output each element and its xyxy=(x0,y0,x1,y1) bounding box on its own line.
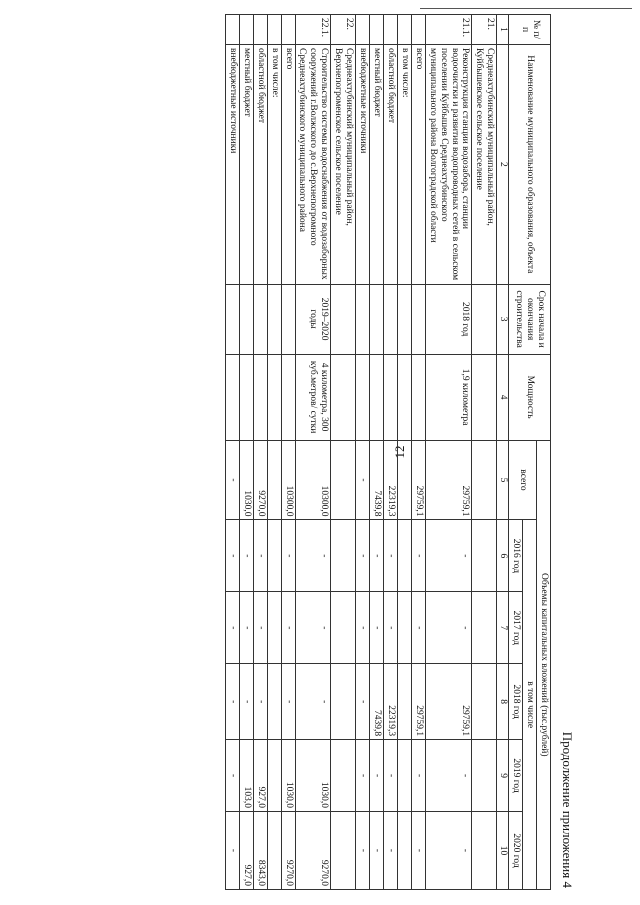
row-capacity xyxy=(411,354,425,440)
row-value: 22319,3 xyxy=(384,664,398,740)
row-period xyxy=(253,284,267,354)
row-name: областной бюджет xyxy=(384,44,398,284)
row-value: - xyxy=(295,664,331,740)
row-value: - xyxy=(411,740,425,812)
row-capacity xyxy=(370,354,384,440)
header-capacity: Мощность xyxy=(509,354,551,440)
rotated-page-content xyxy=(15,14,575,894)
row-period xyxy=(472,284,497,354)
row-capacity xyxy=(472,354,497,440)
column-index: 1 xyxy=(497,15,509,45)
row-value: - xyxy=(225,592,239,664)
row-name: в том числе: xyxy=(397,44,411,284)
row-value: 10300,0 xyxy=(281,440,295,520)
row-value: - xyxy=(281,520,295,592)
row-period xyxy=(225,284,239,354)
row-value: 1030,0 xyxy=(239,440,253,520)
row-value xyxy=(472,740,497,812)
row-value: - xyxy=(370,812,384,890)
row-period xyxy=(267,284,281,354)
row-value: - xyxy=(281,592,295,664)
row-value: 10300,0 xyxy=(295,440,331,520)
column-index: 7 xyxy=(497,592,509,664)
row-value: - xyxy=(356,664,370,740)
column-index: 4 xyxy=(497,354,509,440)
row-capacity xyxy=(239,354,253,440)
table-row xyxy=(370,15,384,890)
row-value: 1030,0 xyxy=(295,740,331,812)
row-value xyxy=(267,520,281,592)
row-number: 21. xyxy=(472,15,497,45)
column-index: 5 xyxy=(497,440,509,520)
row-name: Среднеахтубинский муниципальный район, Куйбышевское сельское поселение xyxy=(472,44,497,284)
header-including: в том числе xyxy=(523,520,537,890)
row-value: 927,0 xyxy=(253,740,267,812)
row-value: - xyxy=(370,520,384,592)
row-value xyxy=(267,592,281,664)
header-name: Наименование муниципального образования, объекта xyxy=(509,44,551,284)
row-period xyxy=(331,284,356,354)
row-value: - xyxy=(253,664,267,740)
row-name: всего xyxy=(281,44,295,284)
table-row xyxy=(397,15,411,890)
row-value xyxy=(267,740,281,812)
row-value: - xyxy=(225,664,239,740)
row-value: 9270,0 xyxy=(295,812,331,890)
row-value: - xyxy=(253,592,267,664)
row-value xyxy=(267,812,281,890)
table-row xyxy=(281,15,295,890)
table-row xyxy=(267,15,281,890)
row-period xyxy=(411,284,425,354)
table-row xyxy=(331,15,356,890)
row-number xyxy=(384,15,398,45)
row-name: всего xyxy=(411,44,425,284)
column-index: 2 xyxy=(497,44,509,284)
row-number xyxy=(281,15,295,45)
row-value: - xyxy=(356,592,370,664)
row-capacity xyxy=(253,354,267,440)
top-rule xyxy=(420,8,632,9)
table-row xyxy=(253,15,267,890)
header-year: 2018 год xyxy=(509,664,523,740)
row-capacity xyxy=(397,354,411,440)
row-period xyxy=(239,284,253,354)
row-value: 927,0 xyxy=(239,812,253,890)
row-value: - xyxy=(225,520,239,592)
row-value: - xyxy=(384,592,398,664)
row-value: - xyxy=(253,520,267,592)
row-period: 2019–2020 годы xyxy=(295,284,331,354)
row-value: 8343,0 xyxy=(253,812,267,890)
row-number xyxy=(411,15,425,45)
row-period: 2018 год xyxy=(425,284,472,354)
row-value xyxy=(472,520,497,592)
row-period xyxy=(397,284,411,354)
row-value xyxy=(472,440,497,520)
row-value: - xyxy=(225,440,239,520)
row-name: областной бюджет xyxy=(253,44,267,284)
row-name: местный бюджет xyxy=(239,44,253,284)
column-index: 8 xyxy=(497,664,509,740)
row-value xyxy=(472,592,497,664)
row-value xyxy=(331,812,356,890)
header-total: всего xyxy=(509,440,537,520)
page-number: 12 xyxy=(392,445,407,459)
row-value xyxy=(331,664,356,740)
row-name: Среднеахтубинский муниципальный район, Верхнепогроменское сельское поселение xyxy=(331,44,356,284)
row-value xyxy=(397,812,411,890)
row-number: 21.1. xyxy=(425,15,472,45)
header-investments: Объемы капитальных вложений (тыс.рублей) xyxy=(537,440,551,889)
column-index: 6 xyxy=(497,520,509,592)
row-value: - xyxy=(239,664,253,740)
row-capacity xyxy=(281,354,295,440)
row-value: - xyxy=(225,740,239,812)
row-value: - xyxy=(425,520,472,592)
header-year: 2016 год xyxy=(509,520,523,592)
row-value: 29759,1 xyxy=(411,664,425,740)
row-value: 7439,8 xyxy=(370,664,384,740)
row-value: - xyxy=(411,812,425,890)
table-row xyxy=(472,15,497,890)
table-row xyxy=(425,15,472,890)
row-value xyxy=(472,812,497,890)
row-number: 22. xyxy=(331,15,356,45)
row-capacity xyxy=(225,354,239,440)
row-value xyxy=(472,664,497,740)
row-value: - xyxy=(356,520,370,592)
row-value: - xyxy=(281,664,295,740)
row-value xyxy=(331,440,356,520)
row-value: - xyxy=(239,592,253,664)
table-row xyxy=(411,15,425,890)
row-value: - xyxy=(384,740,398,812)
row-capacity: 4 километра, 300 куб.метров/ сутки xyxy=(295,354,331,440)
investment-table xyxy=(225,14,551,890)
row-value: - xyxy=(356,812,370,890)
row-number xyxy=(253,15,267,45)
row-value: - xyxy=(411,592,425,664)
header-period: Срок начала и окончания строительства xyxy=(509,284,551,354)
row-value: 29759,1 xyxy=(425,440,472,520)
row-period xyxy=(384,284,398,354)
row-value: - xyxy=(225,812,239,890)
row-capacity: 1,9 километра xyxy=(425,354,472,440)
row-number xyxy=(370,15,384,45)
row-capacity xyxy=(331,354,356,440)
row-value: 9270,0 xyxy=(281,812,295,890)
row-name: внебюджетные источники xyxy=(356,44,370,284)
row-name: Реконструкция станции водозабора, станции водоочистки и развития водопроводных сетей в сельском поселении Куйбышев Среднеахтубинского муниципального района Волгоградской области xyxy=(425,44,472,284)
row-value xyxy=(331,592,356,664)
header-year: 2020 год xyxy=(509,812,523,890)
row-value: - xyxy=(425,812,472,890)
header-year: 2017 год xyxy=(509,592,523,664)
row-period xyxy=(356,284,370,354)
row-value: 29759,1 xyxy=(411,440,425,520)
row-number xyxy=(267,15,281,45)
row-name: Строительство системы водоснабжения от водозаборных сооружений г.Волжского до с.Верхнепогромного Среднеахтубинского муниципального района xyxy=(295,44,331,284)
table-row xyxy=(239,15,253,890)
row-value: - xyxy=(370,592,384,664)
row-value: - xyxy=(384,520,398,592)
row-value xyxy=(397,592,411,664)
row-value: - xyxy=(295,592,331,664)
row-value: 22319,3 xyxy=(384,440,398,520)
row-value xyxy=(331,520,356,592)
row-value xyxy=(397,520,411,592)
row-value: - xyxy=(239,520,253,592)
row-value: - xyxy=(384,812,398,890)
row-number: 22.1. xyxy=(295,15,331,45)
row-period xyxy=(281,284,295,354)
row-name: внебюджетные источники xyxy=(225,44,239,284)
column-index: 10 xyxy=(497,812,509,890)
row-value xyxy=(331,740,356,812)
header-year: 2019 год xyxy=(509,740,523,812)
row-value xyxy=(397,664,411,740)
row-capacity xyxy=(267,354,281,440)
row-number xyxy=(397,15,411,45)
header-no: № п/п xyxy=(509,15,551,45)
table-row xyxy=(356,15,370,890)
row-value xyxy=(267,440,281,520)
row-capacity xyxy=(384,354,398,440)
row-value: 9270,0 xyxy=(253,440,267,520)
row-value: 1030,0 xyxy=(281,740,295,812)
row-value xyxy=(267,664,281,740)
column-index: 9 xyxy=(497,740,509,812)
row-value: - xyxy=(295,520,331,592)
row-value: - xyxy=(411,520,425,592)
table-row xyxy=(225,15,239,890)
row-name: в том числе: xyxy=(267,44,281,284)
row-capacity xyxy=(356,354,370,440)
table-row xyxy=(384,15,398,890)
row-name: местный бюджет xyxy=(370,44,384,284)
table-row xyxy=(295,15,331,890)
row-number xyxy=(356,15,370,45)
row-value xyxy=(397,740,411,812)
row-value: - xyxy=(356,740,370,812)
row-period xyxy=(370,284,384,354)
row-value: - xyxy=(370,740,384,812)
row-value: 103,0 xyxy=(239,740,253,812)
row-value: - xyxy=(425,740,472,812)
row-number xyxy=(239,15,253,45)
row-value: 29759,1 xyxy=(425,664,472,740)
row-number xyxy=(225,15,239,45)
row-value: - xyxy=(356,440,370,520)
column-index: 3 xyxy=(497,284,509,354)
appendix-subtitle: Продолжение приложения 4 xyxy=(560,731,575,888)
row-value: 7439,8 xyxy=(370,440,384,520)
row-value xyxy=(397,440,411,520)
row-value: - xyxy=(425,592,472,664)
